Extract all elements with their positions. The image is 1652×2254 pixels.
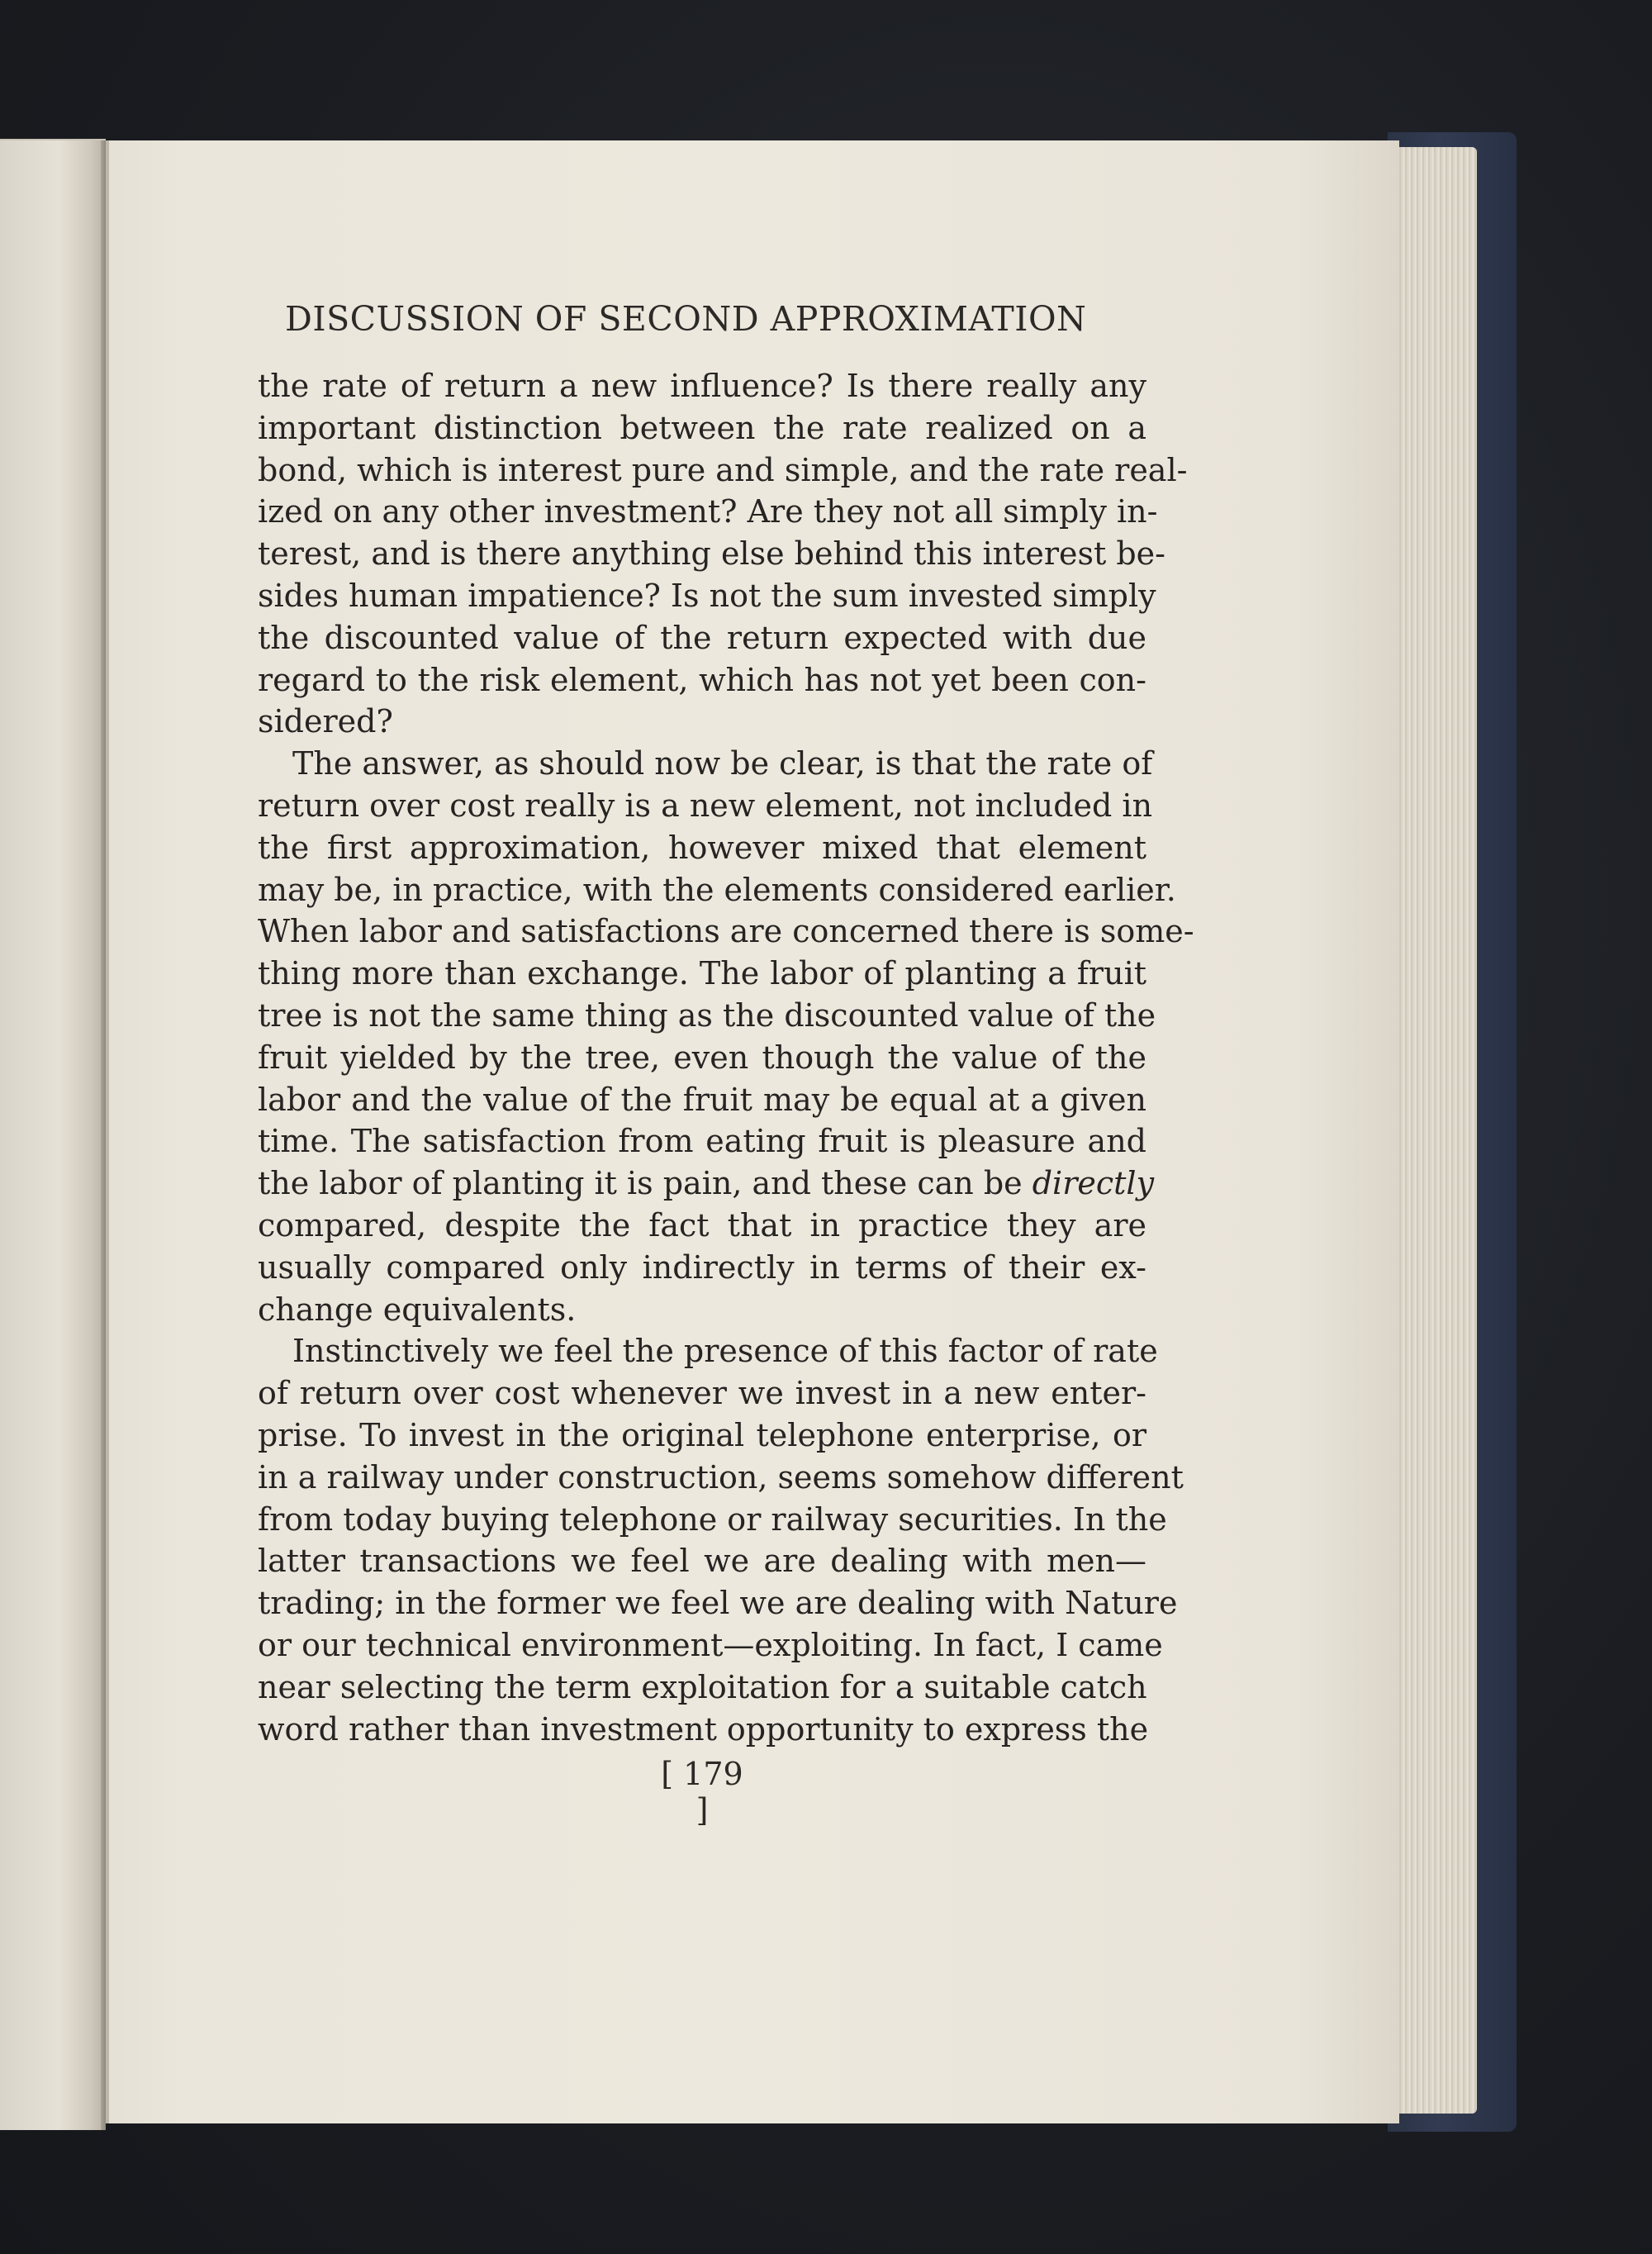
text-line: compared, despite the fact that in practice they are: [258, 1206, 1146, 1244]
text-line: the rate of return a new influence? Is there really any: [258, 368, 1146, 404]
text-line: terest, and is there anything else behind this interest be-: [258, 535, 1165, 573]
text-line: ized on any other investment? Are they not all simply in-: [258, 493, 1158, 530]
text-line: latter transactions we feel we are dealing with men—: [258, 1543, 1146, 1580]
text-line: tree is not the same thing as the discounted value of the: [258, 996, 1156, 1034]
running-head: DISCUSSION OF SECOND APPROXIMATION: [285, 299, 1087, 339]
page-number: [ 179 ]: [661, 1756, 743, 1828]
text-line: the discounted value of the return expected with due: [258, 619, 1146, 656]
text-line: or our technical environment—exploiting. In fact, I came: [258, 1626, 1163, 1663]
text-line: from today buying telephone or railway securities. In the: [258, 1500, 1167, 1538]
text-line: the first approximation, however mixed that element: [258, 829, 1146, 866]
text-line: may be, in practice, with the elements considered earlier.: [258, 871, 1176, 908]
text-line: prise. To invest in the original telephone enterprise, or: [258, 1416, 1146, 1453]
text-line: labor and the value of the fruit may be equal at a given: [258, 1081, 1146, 1118]
text-line: fruit yielded by the tree, even though the value of the: [258, 1039, 1146, 1076]
facing-page-edge: [0, 139, 106, 2130]
text-line: thing more than exchange. The labor of planting a fruit: [258, 955, 1146, 992]
text-line: near selecting the term exploitation for a suitable catch: [258, 1668, 1147, 1705]
text-line: usually compared only indirectly in terms of their ex-: [258, 1248, 1146, 1286]
text-line: word rather than investment opportunity to express the: [258, 1710, 1149, 1748]
gutter: [106, 140, 109, 2123]
text-line-with-italic: [258, 1163, 1155, 1205]
text-line-part: the labor of planting it is pain, and these can be: [258, 1165, 1023, 1202]
text-line: Instinctively we feel the presence of this factor of rate: [292, 1333, 1158, 1370]
text-line: time. The satisfaction from eating fruit is pleasure and: [258, 1123, 1146, 1160]
text-line: sides human impatience? Is not the sum invested simply: [258, 577, 1156, 614]
body-text: [258, 365, 1194, 1750]
text-line: return over cost really is a new element, not included in: [258, 787, 1153, 824]
italic-word: directly: [1032, 1165, 1155, 1202]
page-edges: [1396, 147, 1477, 2114]
text-line: of return over cost whenever we invest in a new enter-: [258, 1375, 1146, 1412]
text-line: important distinction between the rate realized on a: [258, 409, 1146, 446]
text-line: bond, which is interest pure and simple, and the rate real-: [258, 451, 1188, 488]
text-line: in a railway under construction, seems somehow different: [258, 1458, 1184, 1496]
text-line: change equivalents.: [258, 1291, 577, 1328]
text-line: trading; in the former we feel we are dealing with Nature: [258, 1585, 1178, 1622]
text-line: sidered?: [258, 703, 393, 740]
text-line: The answer, as should now be clear, is that the rate of: [292, 745, 1153, 782]
text-line: regard to the risk element, which has not yet been con-: [258, 661, 1146, 698]
text-line: When labor and satisfactions are concerned there is some-: [258, 913, 1194, 950]
